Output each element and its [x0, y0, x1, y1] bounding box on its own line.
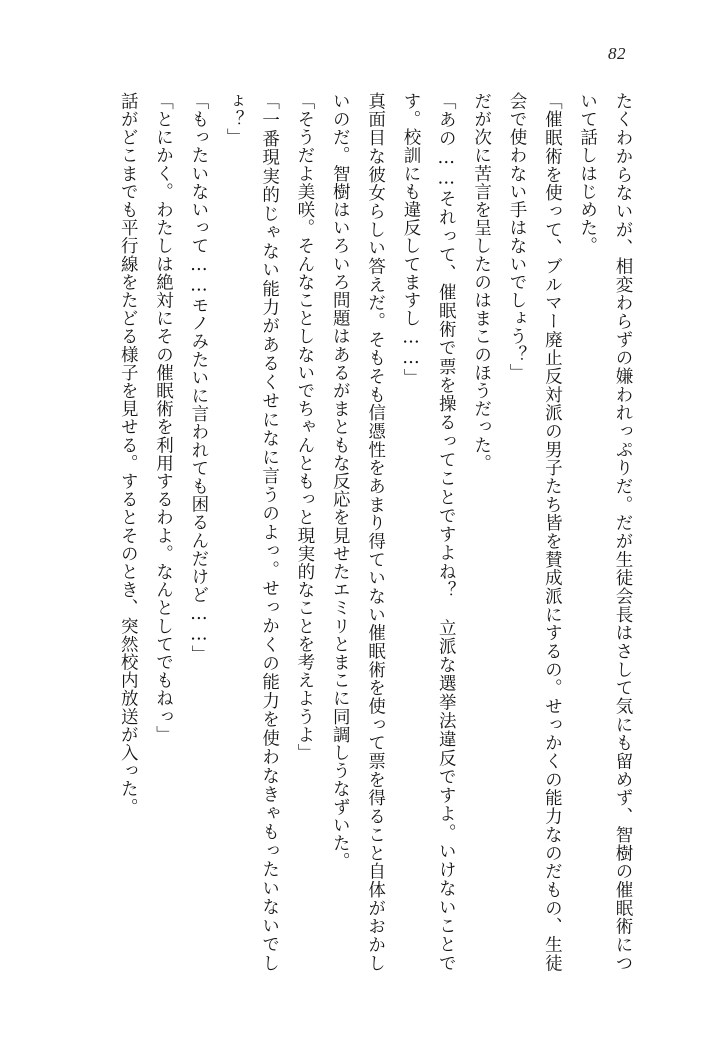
paragraph: 話がどこまでも平行線をたどる様子を見せる。するとそのとき、突然校内放送が入った。 [118, 92, 139, 816]
paragraph: 「あの……それって、催眠術で票を操るってことですよね？ 立派な選挙法違反ですよ。いけないことです。校訓にも違反してますし……」 [400, 92, 457, 972]
paragraph: 「もったいないって……モノみたいに言われても困るんだけど……」 [188, 92, 209, 664]
page-number: 82 [608, 44, 626, 63]
paragraph: 「催眠術を使って、ブルマー廃止反対派の男子たち皆を賛成派にするの。せっかくの能力なのだもの、生徒会で使わない手はないでしょう？」 [506, 92, 563, 972]
paragraph: 「とにかく。わたしは絶対にその催眠術を利用するわよ。なんとしてでもねっ」 [153, 92, 174, 744]
page-body-text [72, 92, 640, 972]
paragraph: だが次に苦言を呈したのはまこのほうだった。 [471, 92, 492, 473]
paragraph: 「一番現実的じゃない能力があるくせになに言うのよっ。せっかくの能力を使わなきゃもったいないでしょ？」 [224, 92, 280, 972]
paragraph: 「そうだよ美咲。そんなことしないでちゃんともっと現実的なことを考えようよ」 [294, 92, 315, 762]
paragraph: たくわからないが、相変わらずの嫌われっぷりだ。だが生徒会長はさして気にも留めず、智樹の催眠術について話しはじめた。 [577, 92, 633, 972]
paragraph: 真面目な彼女らしい答えだ。そもそも信憑性をあまり得ていない催眠術を使って票を得ること自体がおかしいのだ。智樹はいろいろ問題はあるがまともな反応を見せたエミリとまこに同調しうなずいた。 [330, 92, 386, 972]
